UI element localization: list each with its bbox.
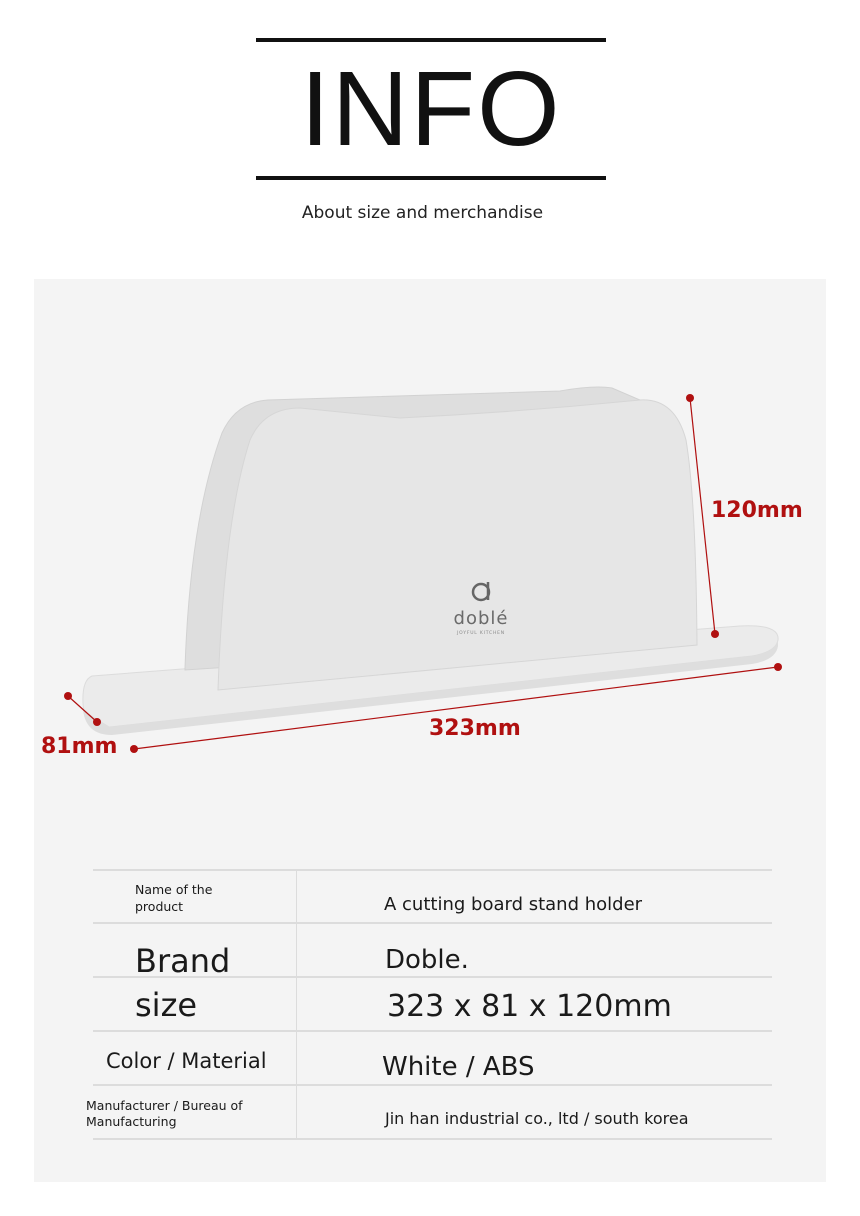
spec-value-manufacturer: Jin han industrial co., ltd / south korea bbox=[385, 1109, 689, 1128]
table-divider bbox=[93, 869, 772, 871]
front-plate bbox=[218, 400, 697, 690]
table-divider bbox=[93, 1030, 772, 1032]
spec-label-product-name: Name of the product bbox=[135, 882, 213, 914]
spec-label-size: size bbox=[135, 986, 198, 1024]
height-dimension-label: 120mm bbox=[711, 498, 803, 523]
spec-value-product-name: A cutting board stand holder bbox=[384, 894, 643, 915]
spec-value-size: 323 x 81 x 120mm bbox=[387, 989, 672, 1024]
depth-dimension-label: 81mm bbox=[41, 734, 118, 759]
spec-value-brand: Doble. bbox=[385, 945, 469, 975]
table-divider bbox=[93, 922, 772, 924]
page-title: INFO bbox=[300, 50, 562, 168]
table-divider bbox=[93, 1084, 772, 1086]
spec-value-color-material: White / ABS bbox=[382, 1052, 535, 1082]
brand-tagline: JOYFUL KITCHEN bbox=[457, 631, 505, 636]
page-subtitle: About size and merchandise bbox=[301, 203, 544, 223]
table-divider bbox=[93, 1138, 772, 1140]
spec-label-brand: Brand bbox=[135, 942, 231, 980]
spec-label-manufacturer: Manufacturer / Bureau of Manufacturing bbox=[86, 1098, 243, 1129]
spec-label-color-material: Color / Material bbox=[106, 1049, 267, 1073]
table-column-divider bbox=[296, 869, 297, 1139]
brand-logo-text: doblé bbox=[453, 608, 509, 629]
length-dimension-label: 323mm bbox=[429, 716, 521, 741]
